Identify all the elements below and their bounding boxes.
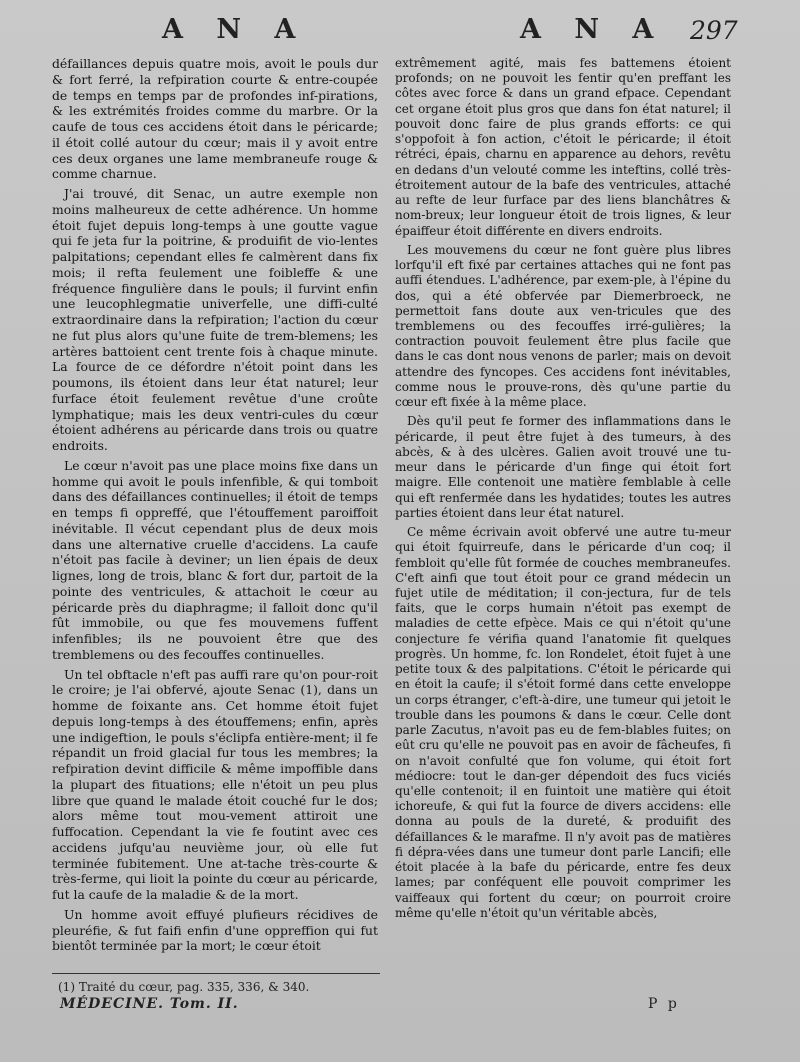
- left-paragraph: Le cœur n'avoit pas une place moins fixe dans un homme qui avoit le pouls infenfible, & qui tomboit dans des défaillances continuelles; il étoit de temps en temps fi oppreffé, que l'étouffement paroiffoit inévitable. Il vécut cependant plus de deux mois dans une alternative cruelle d'accidens. La caufe n'étoit pas facile à deviner; un lien épais de deux lignes, long de trois, blanc & fort dur, partoit de la pointe des ventricules, & attachoit le cœur au péricarde près du diaphragme; il falloit donc qu'il fût immobile, ou que fes mouvemens fuffent infenfibles; ils ne pouvoient être que des tremblemens ou des fecouffes continuelles.: [52, 457, 378, 662]
- right-paragraph: extrêmement agité, mais fes battemens étoient profonds; on ne pouvoit les fentir qu'en preffant les côtes avec force & dans un grand efpace. Cependant cet organe étoit plus gros que dans fon état naturel; il pouvoit donc faire de plus grands efforts: ce qui s'oppofoit à fon action, c'étoit le péricarde; il étoit rétréci, épais, charnu en apparence au dehors, revêtu en dedans d'un velouté comme les inteftins, collé très-étroitement autour de la bafe des ventricules, attaché au refte de leur furface par des liens blanchâtres & nom-breux; leur longueur étoit de trois lignes, & leur épaiffeur étoit différente en divers endroits.: [395, 56, 731, 238]
- left-paragraph: Un tel obftacle n'eft pas auffi rare qu'on pour-roit le croire; je l'ai obfervé, ajoute Senac (1), dans un homme de foixante ans. Cet homme étoit fujet depuis long-temps à des étouffemens; enfin, après une indigeftion, le pouls s'éclipfa entière-ment; il fe répandit un froid glacial fur tous les membres; la refpiration devint difficile & même impoffible dans la plupart des fituations; elle n'étoit un peu plus libre que quand le malade étoit couché fur le dos; alors même tout mou-vement attiroit une fuffocation. Cependant la vie fe foutint avec ces accidens jufqu'au neuvième jour, où elle fut terminée fubitement. Une at-tache très-courte & très-ferme, qui lioit la pointe du cœur au péricarde, fut la caufe de la maladie & de la mort.: [52, 666, 378, 902]
- left-column: [52, 56, 378, 958]
- right-paragraph: Les mouvemens du cœur ne font guère plus libres lorfqu'il eft fixé par certaines attaches qui ne font pas auffi étendues. L'adhérence, par exem-ple, à l'épine du dos, qui a été obfervée par Diemerbroeck, ne permettoit fans doute aux ven-tricules que des tremblemens ou des fecouffes irré-gulières; la contraction pouvoit feulement être plus facile que dans le cas dont nous venons de parler; mais on devoit attendre des fyncopes. Ces accidens font inévitables, comme nous le prouve-rons, dès qu'une partie du cœur eft fixée à la même place.: [395, 242, 731, 410]
- left-paragraph: Un homme avoit effuyé plufieurs récidives de pleuréfie, & fut faifi enfin d'une oppreffion qui fut bientôt terminée par la mort; le cœur étoit: [52, 906, 378, 954]
- catchword: P p: [648, 996, 680, 1012]
- signature-line: MÉDECINE. Tom. II.: [60, 996, 239, 1012]
- right-paragraph: Dès qu'il peut fe former des inflammations dans le péricarde, il peut être fujet à des tumeurs, à des abcès, & à des ulcères. Galien avoit trouvé une tu-meur dans le péricarde d'un finge qui étoit fort maigre. Elle contenoit une matière femblable à celle qui eft renfermée dans les hydatides; toutes les autres parties étoient dans leur état naturel.: [395, 414, 731, 520]
- right-running-head: A N A: [520, 14, 666, 45]
- footnote-divider: [52, 973, 380, 974]
- page-number: 297: [690, 16, 738, 45]
- right-paragraph: Ce même écrivain avoit obfervé une autre tu-meur qui étoit fquirreufe, dans le péricarde d'un coq; il fembloit qu'elle fût formée de couches membraneufes. C'eft ainfi que tout étoit pour ce grand médecin un fujet utile de méditation; il con-jectura, fur de tels faits, que le corps humain n'étoit pas exempt de maladies de cette efpèce. Mais ce qui n'étoit qu'une conjecture fe vérifia quand l'anatomie fit quelques progrès. Un homme, fc. lon Rondelet, étoit fujet à une petite toux & des palpitations. C'étoit le péricarde qui en étoit la caufe; il s'étoit formé dans cette enveloppe un corps étranger, c'eft-à-dire, une tumeur qui jetoit le trouble dans les poumons & dans le cœur. Celle dont parle Zacutus, n'avoit pas eu de fem-blables fuites; on eût cru qu'elle ne pouvoit pas en avoir de fâcheufes, fi on n'avoit confulté que fon volume, qui étoit fort médiocre: tout le dan-ger dépendoit des fucs viciés qu'elle contenoit; il en fuintoit une matière qui étoit ichoreufe, & qui fut la fource de divers accidens: elle donna au pouls de la dureté, & produifit des défaillances & le marafme. Il n'y avoit pas de matières fi dépra-vées dans une tumeur dont parle Lancifi; elle étoit placée à la bafe du péricarde, entre fes deux lames; par conféquent elle pouvoit comprimer les vaiffeaux qui fortent du cœur; on pourroit croire même qu'elle n'étoit qu'un véritable abcès,: [395, 525, 731, 920]
- left-paragraph: J'ai trouvé, dit Senac, un autre exemple non moins malheureux de cette adhérence. Un homme étoit fujet depuis long-temps à une goutte vague qui fe jeta fur la poitrine, & produifit de vio-lentes palpitations; cependant elles fe calmèrent dans fix mois; il refta feulement une foibleffe & une fréquence fingulière dans le pouls; il furvint enfin une leucophlegmatie univerfelle, une diffi-culté extraordinaire dans la refpiration; l'action du cœur ne fut plus alors qu'une fuite de trem-blemens; les artères battoient cent trente fois à chaque minute. La fource de ce défordre n'étoit point dans les poumons, ils étoient dans leur état naturel; leur furface étoit feulement revêtue d'une croûte lymphatique; mais les deux ventri-cules du cœur étoient adhérens au péricarde dans trois ou quatre endroits.: [52, 186, 378, 453]
- left-running-head: A N A: [162, 14, 308, 45]
- footnote: (1) Traité du cœur, pag. 335, 336, & 340.: [58, 980, 310, 994]
- left-paragraph: défaillances depuis quatre mois, avoit le pouls dur & fort ferré, la refpiration courte & entre-coupée de temps en temps par de profondes inf-pirations, & les extrémités froides comme du marbre. Or la caufe de tous ces accidens étoit dans le péricarde; il étoit collé autour du cœur; mais il y avoit entre ces deux organes une lame membraneufe rouge & comme charnue.: [52, 56, 378, 182]
- right-column: [395, 56, 731, 925]
